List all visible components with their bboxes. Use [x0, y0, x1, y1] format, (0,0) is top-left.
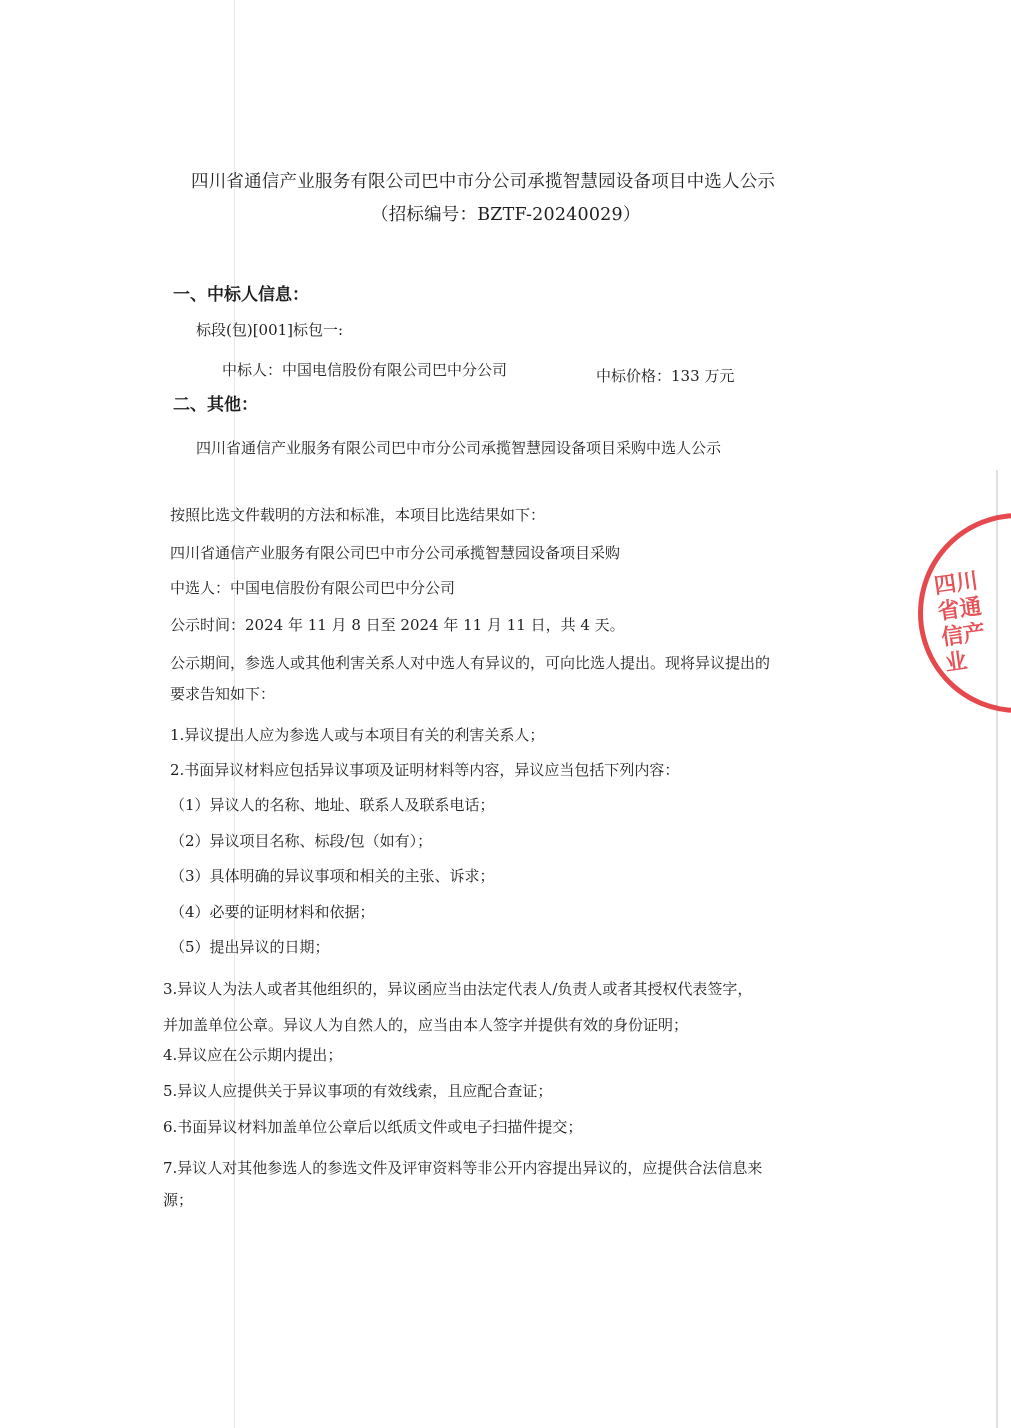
body-line: 按照比选文件载明的方法和标准，本项目比选结果如下： — [170, 506, 546, 524]
body-line: 7.异议人对其他参选人的参选文件及评审资料等非公开内容提出异议的，应提供合法信息来 — [163, 1159, 763, 1177]
body-line: 6.书面异议材料加盖单位公章后以纸质文件或电子扫描件提交； — [163, 1118, 583, 1136]
body-line: 四川省通信产业服务有限公司巴中市分公司承揽智慧园设备项目采购 — [170, 544, 621, 562]
document-title: 四川省通信产业服务有限公司巴中市分公司承揽智慧园设备项目中选人公示 — [191, 172, 776, 192]
tender-number: （招标编号：BZTF-20240029） — [371, 205, 641, 225]
body-line: （3）具体明确的异议事项和相关的主张、诉求； — [170, 867, 495, 885]
body-line: 源； — [163, 1191, 194, 1209]
scan-artifact-line — [234, 0, 235, 1428]
body-line: 2.书面异议材料应包括异议事项及证明材料等内容，异议应当包括下列内容： — [170, 761, 680, 779]
section-heading-winner-info: 一、中标人信息： — [173, 285, 309, 305]
body-line: （1）异议人的名称、地址、联系人及联系电话； — [170, 796, 495, 814]
section-heading-other: 二、其他： — [173, 395, 258, 415]
body-line: 3.异议人为法人或者其他组织的，异议函应当由法定代表人/负责人或者其授权代表签字， — [163, 980, 753, 998]
body-line: 并加盖单位公章。异议人为自然人的，应当由本人签字并提供有效的身份证明； — [163, 1016, 689, 1034]
body-line: （2）异议项目名称、标段/包（如有）； — [170, 832, 433, 850]
body-line: 公示时间：2024 年 11 月 8 日至 2024 年 11 月 11 日，共 4 天。 — [170, 616, 625, 634]
body-line: 中选人：中国电信股份有限公司巴中分公司 — [170, 579, 456, 597]
body-line: 1.异议提出人应为参选人或与本项目有关的利害关系人； — [170, 726, 545, 744]
winning-price: 中标价格：133 万元 — [596, 367, 735, 385]
body-line: 4.异议应在公示期内提出； — [163, 1046, 343, 1064]
lot-label: 标段(包)[001]标包一: — [196, 321, 344, 339]
winner-name: 中标人：中国电信股份有限公司巴中分公司 — [222, 361, 508, 379]
company-seal-text: 四川省通信产业 — [932, 568, 987, 677]
body-line: （5）提出异议的日期； — [170, 938, 330, 956]
other-intro: 四川省通信产业服务有限公司巴中市分公司承揽智慧园设备项目采购中选人公示 — [196, 439, 722, 457]
body-line: （4）必要的证明材料和依据； — [170, 903, 375, 921]
body-line: 公示期间，参选人或其他利害关系人对中选人有异议的，可向比选人提出。现将异议提出的 — [170, 654, 771, 672]
body-line: 5.异议人应提供关于异议事项的有效线索，且应配合查证； — [163, 1082, 553, 1100]
body-line: 要求告知如下： — [170, 685, 276, 703]
